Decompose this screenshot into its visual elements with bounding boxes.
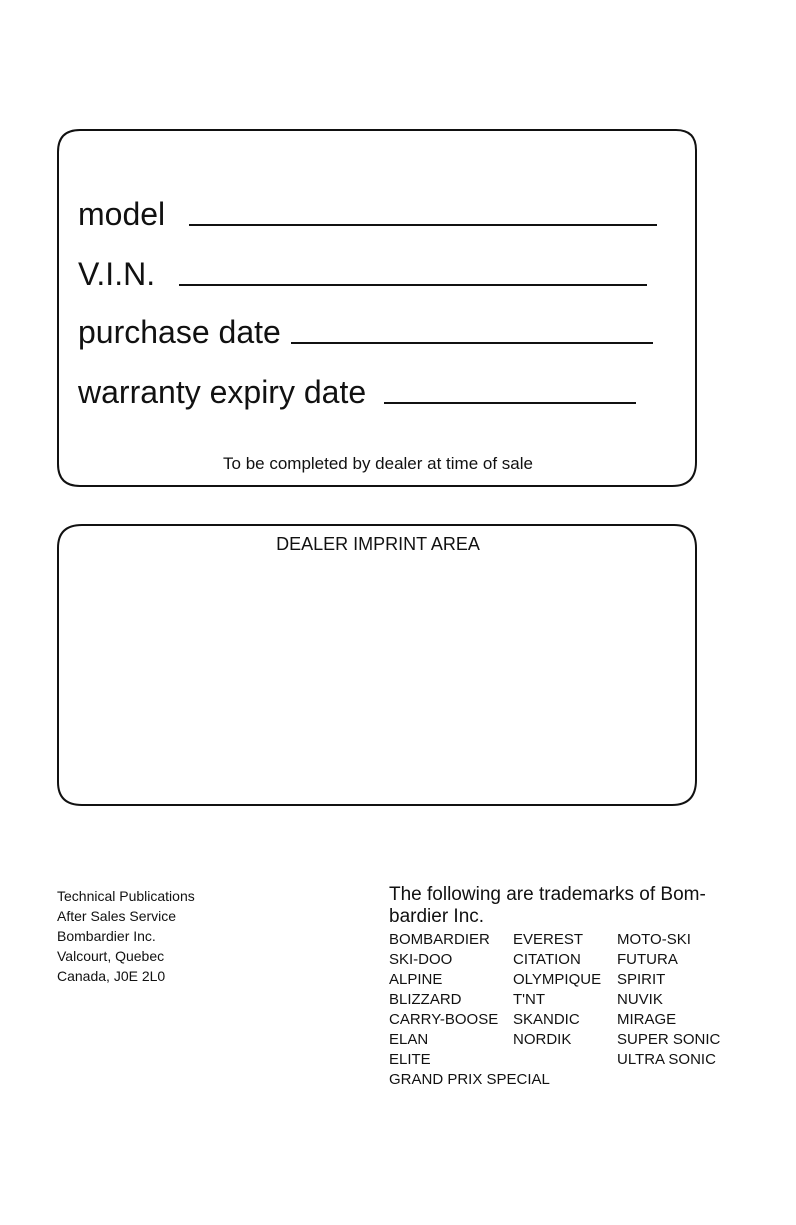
trademark-item: OLYMPIQUE (513, 971, 602, 988)
registration-card-border (0, 0, 796, 500)
trademark-item: ULTRA SONIC (617, 1051, 716, 1068)
purchase-date-field (78, 316, 653, 348)
vin-input-line[interactable] (179, 284, 647, 286)
trademark-item: NORDIK (513, 1031, 572, 1048)
address-line: Technical Publications (57, 888, 195, 904)
trademark-item: BOMBARDIER (389, 931, 490, 948)
dealer-imprint-title: DEALER IMPRINT AREA (276, 534, 480, 554)
model-input-line[interactable] (189, 224, 657, 226)
trademark-row (389, 1030, 737, 1050)
trademark-item: SUPER SONIC (617, 1031, 721, 1048)
address-line: Canada, J0E 2L0 (57, 968, 166, 984)
trademark-row (389, 1010, 737, 1030)
model-label: model (78, 196, 166, 232)
trademark-row (389, 1050, 737, 1070)
trademark-item: ELITE (389, 1051, 431, 1068)
trademark-item: ALPINE (389, 971, 443, 988)
trademark-item: T'NT (513, 991, 546, 1008)
trademark-item: FUTURA (617, 951, 678, 968)
trademark-item: ELAN (389, 1031, 429, 1048)
registration-card (0, 0, 796, 500)
trademark-row (389, 1070, 737, 1090)
dealer-imprint-box (0, 500, 796, 820)
warranty-expiry-date-input-line[interactable] (384, 402, 636, 404)
vin-field (78, 258, 647, 290)
trademarks-list (389, 930, 737, 1090)
trademark-item (513, 1050, 617, 1070)
trademark-item: SKI-DOO (389, 951, 453, 968)
warranty-expiry-date-label: warranty expiry date (78, 374, 367, 410)
address-line: Valcourt, Quebec (57, 948, 165, 964)
dealer-completion-note: To be completed by dealer at time of sale (223, 454, 533, 473)
trademark-row (389, 950, 737, 970)
trademark-item: MIRAGE (617, 1011, 677, 1028)
trademark-item: CITATION (513, 951, 581, 968)
trademark-row (389, 990, 737, 1010)
trademark-item: MOTO-SKI (617, 931, 691, 948)
address-line: After Sales Service (57, 908, 177, 924)
trademark-item: SPIRIT (617, 971, 666, 988)
trademark-item: SKANDIC (513, 1011, 580, 1028)
trademark-item: BLIZZARD (389, 991, 462, 1008)
vin-label: V.I.N. (78, 256, 156, 292)
trademark-row (389, 970, 737, 990)
model-field (78, 198, 657, 230)
trademark-row (389, 930, 737, 950)
trademark-item: NUVIK (617, 991, 663, 1008)
purchase-date-label: purchase date (78, 314, 281, 350)
publisher-address (57, 886, 195, 986)
trademark-item: EVEREST (513, 931, 584, 948)
trademarks-heading: The following are trademarks of Bom-bardier Inc. (389, 884, 706, 927)
purchase-date-input-line[interactable] (291, 342, 653, 344)
warranty-expiry-date-field (78, 376, 636, 408)
trademark-item: CARRY-BOOSE (389, 1011, 499, 1028)
address-line: Bombardier Inc. (57, 928, 156, 944)
trademark-item: GRAND PRIX SPECIAL (389, 1071, 550, 1088)
